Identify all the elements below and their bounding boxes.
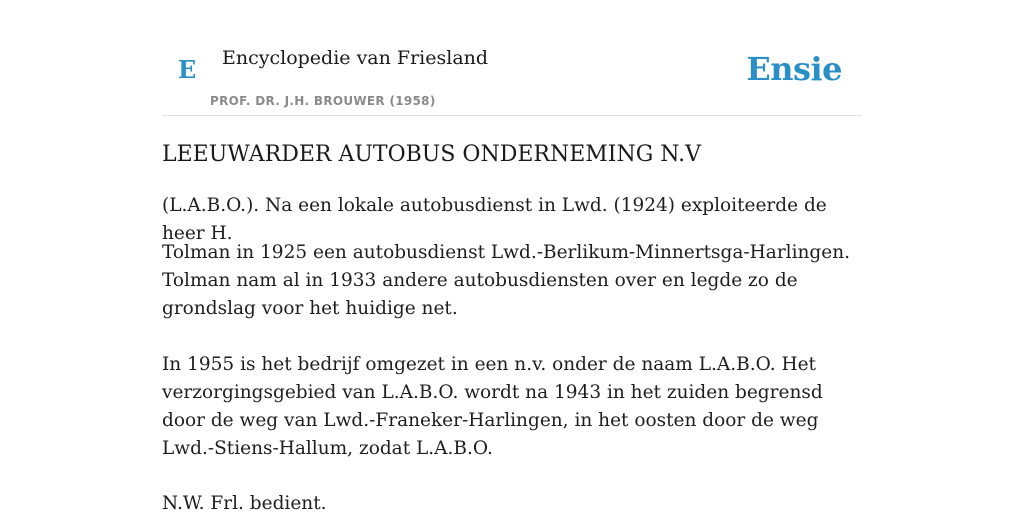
encyclopedia-logo-icon[interactable]: E [178,55,197,84]
article-paragraph: (L.A.B.O.). Na een lokale autobusdienst in Lwd. (1924) exploiteerde de heer H. [162,195,827,244]
content-column [162,0,862,512]
article-headword: LEEUWARDER AUTOBUS ONDERNEMING N.V [162,142,702,167]
ensie-brand-link[interactable]: Ensie [746,50,842,88]
article-paragraph: In 1955 is het bedrijf omgezet in een n.v. onder de naam L.A.B.O. Het verzorgingsgebied van L.A.B.O. wordt na 1943 in het zuiden begrensd door de weg van Lwd.-Franeker-Harlingen, in het oosten door de weg Lwd.-Stiens-Hallum, zodat L.A.B.O. [162,354,823,459]
source-header [162,0,862,116]
article-paragraph: Tolman in 1925 een autobusdienst Lwd.-Berlikum-Minnertsga-Harlingen. Tolman nam al in 1933 andere autobusdiensten over en legde zo de grondslag voor het huidige net. [162,242,850,319]
article-paragraph: N.W. Frl. bedient. [162,493,327,512]
work-author: PROF. DR. J.H. BROUWER (1958) [210,94,436,108]
work-title[interactable]: Encyclopedie van Friesland [222,47,489,69]
